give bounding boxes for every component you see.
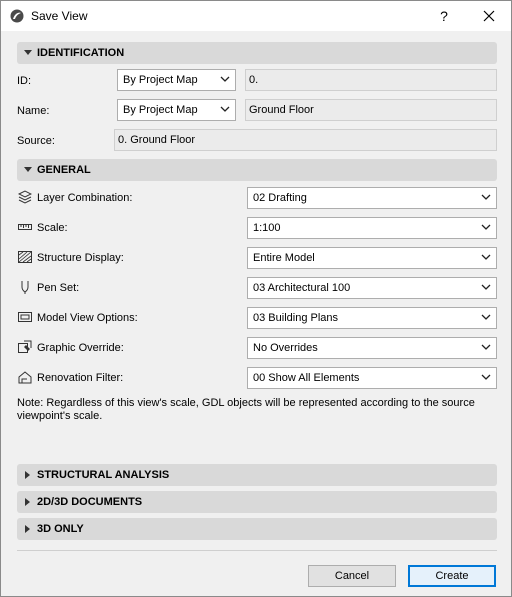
id-field[interactable]: 0. xyxy=(245,69,497,91)
graphic-override-select[interactable] xyxy=(247,337,497,359)
help-button[interactable]: ? xyxy=(440,8,448,24)
pen-set-label: Pen Set: xyxy=(37,282,80,294)
footer-divider xyxy=(17,550,497,551)
pen-set-value: 03 Architectural 100 xyxy=(253,282,351,294)
pen-set-select[interactable] xyxy=(247,277,497,299)
pen-icon xyxy=(18,280,32,294)
renovation-filter-select[interactable] xyxy=(247,367,497,389)
title-bar[interactable] xyxy=(1,1,511,31)
model-view-options-value: 03 Building Plans xyxy=(253,312,339,324)
id-mode-value: By Project Map xyxy=(123,74,198,86)
graphic-override-value: No Overrides xyxy=(253,342,318,354)
id-label: ID: xyxy=(17,75,32,87)
chevron-down-icon xyxy=(481,284,491,291)
section-2d-3d-documents-label: 2D/3D DOCUMENTS xyxy=(37,496,143,508)
chevron-down-icon xyxy=(481,314,491,321)
chevron-right-icon xyxy=(25,471,31,479)
structure-display-select[interactable] xyxy=(247,247,497,269)
model-view-options-label: Model View Options: xyxy=(37,312,138,324)
renovation-filter-value: 00 Show All Elements xyxy=(253,372,360,384)
section-3d-only-label: 3D ONLY xyxy=(37,523,84,535)
chevron-down-icon xyxy=(220,76,230,83)
section-identification-label: IDENTIFICATION xyxy=(37,47,125,59)
chevron-down-icon xyxy=(24,167,32,173)
scale-label: Scale: xyxy=(37,222,68,234)
chevron-right-icon xyxy=(25,498,31,506)
chevron-down-icon xyxy=(481,374,491,381)
structure-icon xyxy=(18,250,32,264)
name-mode-select[interactable] xyxy=(117,99,236,121)
source-label: Source: xyxy=(17,135,55,147)
chevron-down-icon xyxy=(481,344,491,351)
structure-display-label: Structure Display: xyxy=(37,252,124,264)
graphic-override-icon xyxy=(18,340,32,354)
chevron-down-icon xyxy=(481,194,491,201)
layer-combination-value: 02 Drafting xyxy=(253,192,307,204)
layer-combination-select[interactable] xyxy=(247,187,497,209)
chevron-down-icon xyxy=(220,106,230,113)
layers-icon xyxy=(18,190,32,204)
chevron-down-icon xyxy=(481,254,491,261)
chevron-down-icon xyxy=(481,224,491,231)
chevron-right-icon xyxy=(25,525,31,533)
section-2d-3d-documents[interactable] xyxy=(17,491,497,513)
layer-combination-label: Layer Combination: xyxy=(37,192,133,204)
section-3d-only[interactable] xyxy=(17,518,497,540)
name-field[interactable]: Ground Floor xyxy=(245,99,497,121)
section-general[interactable] xyxy=(17,159,497,181)
chevron-down-icon xyxy=(24,50,32,56)
ruler-icon xyxy=(18,220,32,234)
renovation-filter-label: Renovation Filter: xyxy=(37,372,124,384)
name-mode-value: By Project Map xyxy=(123,104,198,116)
section-identification[interactable] xyxy=(17,42,497,64)
model-view-icon xyxy=(18,310,32,324)
name-label: Name: xyxy=(17,105,50,117)
scale-note: Note: Regardless of this view's scale, GDL objects will be represented according to the source viewpoint's scale. xyxy=(17,397,475,422)
graphic-override-label: Graphic Override: xyxy=(37,342,124,354)
source-field: 0. Ground Floor xyxy=(114,129,497,151)
close-button[interactable] xyxy=(469,1,509,31)
scale-select[interactable] xyxy=(247,217,497,239)
window-title: Save View xyxy=(31,9,88,23)
structure-display-value: Entire Model xyxy=(253,252,315,264)
section-structural-analysis[interactable] xyxy=(17,464,497,486)
scale-value: 1:100 xyxy=(253,222,281,234)
close-icon xyxy=(483,10,495,22)
id-mode-select[interactable] xyxy=(117,69,236,91)
model-view-options-select[interactable] xyxy=(247,307,497,329)
renovation-icon xyxy=(18,370,32,384)
section-general-label: GENERAL xyxy=(37,164,91,176)
archicad-app-icon xyxy=(10,9,24,23)
create-button[interactable]: Create xyxy=(408,565,496,587)
cancel-button[interactable]: Cancel xyxy=(308,565,396,587)
section-structural-analysis-label: STRUCTURAL ANALYSIS xyxy=(37,469,170,481)
